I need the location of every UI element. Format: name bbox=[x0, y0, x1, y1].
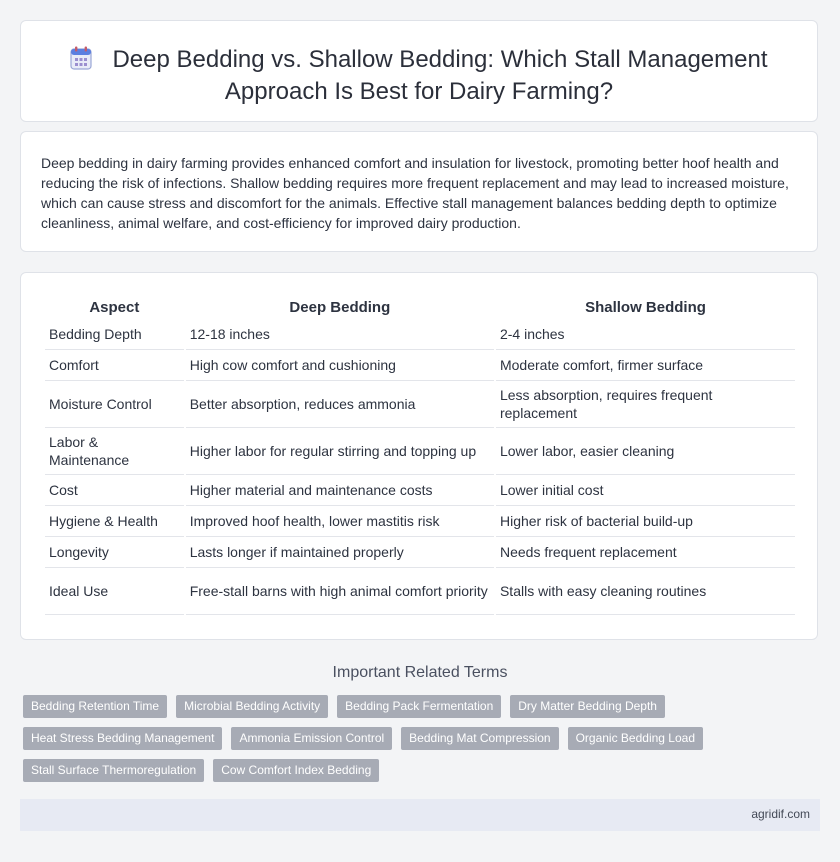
shallow-cell: Stalls with easy cleaning routines bbox=[496, 568, 795, 615]
page-title bbox=[21, 45, 817, 106]
shallow-cell: Lower labor, easier cleaning bbox=[496, 428, 795, 475]
header-shallow-bedding: Shallow Bedding bbox=[585, 299, 706, 316]
table-row bbox=[45, 319, 795, 350]
table-row bbox=[45, 537, 795, 568]
related-terms-tags bbox=[23, 695, 813, 791]
deep-cell: 12-18 inches bbox=[186, 319, 494, 350]
related-term-tag[interactable]: Stall Surface Thermoregulation bbox=[23, 759, 204, 782]
table-row bbox=[45, 568, 795, 615]
deep-cell: Free-stall barns with high animal comfort priority bbox=[186, 568, 494, 615]
table-row bbox=[45, 506, 795, 537]
title-line-2: Approach Is Best for Dairy Farming? bbox=[224, 78, 614, 105]
title-card bbox=[20, 20, 818, 122]
related-term-tag[interactable]: Bedding Pack Fermentation bbox=[337, 695, 501, 718]
footer-bar bbox=[20, 799, 820, 831]
related-term-tag[interactable]: Bedding Retention Time bbox=[23, 695, 167, 718]
deep-cell: Lasts longer if maintained properly bbox=[186, 537, 494, 568]
related-term-tag[interactable]: Organic Bedding Load bbox=[568, 727, 703, 750]
aspect-cell: Bedding Depth bbox=[45, 319, 184, 350]
deep-cell: Better absorption, reduces ammonia bbox=[186, 381, 494, 428]
related-term-tag[interactable]: Dry Matter Bedding Depth bbox=[510, 695, 665, 718]
shallow-cell: Needs frequent replacement bbox=[496, 537, 795, 568]
table-row bbox=[45, 381, 795, 428]
aspect-cell: Labor & Maintenance bbox=[45, 428, 184, 475]
table-row bbox=[45, 350, 795, 381]
deep-cell: Higher material and maintenance costs bbox=[186, 475, 494, 506]
table-row bbox=[45, 428, 795, 475]
intro-paragraph: Deep bedding in dairy farming provides enhanced comfort and insulation for livestock, promoting better hoof health and reducing the risk of infections. Shallow bedding requires more frequent replacement and may lead to increased moisture, which can cause stress and discomfort for the animals. Effective stall management balances bedding depth to optimize cleanliness, animal welfare, and cost-efficiency for improved dairy production. bbox=[41, 155, 789, 231]
table-row bbox=[45, 475, 795, 506]
deep-cell: Improved hoof health, lower mastitis risk bbox=[186, 506, 494, 537]
aspect-cell: Hygiene & Health bbox=[45, 506, 184, 537]
related-term-tag[interactable]: Ammonia Emission Control bbox=[231, 727, 392, 750]
intro-card bbox=[20, 131, 818, 252]
calendar-icon bbox=[70, 46, 92, 77]
deep-cell: High cow comfort and cushioning bbox=[186, 350, 494, 381]
deep-cell: Higher labor for regular stirring and topping up bbox=[186, 428, 494, 475]
shallow-cell: Moderate comfort, firmer surface bbox=[496, 350, 795, 381]
footer-site-link[interactable]: agridif.com bbox=[751, 807, 810, 821]
header-aspect: Aspect bbox=[89, 299, 140, 316]
related-term-tag[interactable]: Bedding Mat Compression bbox=[401, 727, 558, 750]
aspect-cell: Ideal Use bbox=[45, 568, 184, 615]
shallow-cell: Lower initial cost bbox=[496, 475, 795, 506]
title-line-1: Deep Bedding vs. Shallow Bedding: Which Stall Management bbox=[112, 46, 768, 73]
aspect-cell: Cost bbox=[45, 475, 184, 506]
comparison-table bbox=[43, 296, 797, 615]
aspect-cell: Moisture Control bbox=[45, 381, 184, 428]
related-terms-heading: Important Related Terms bbox=[332, 664, 508, 681]
shallow-cell: Higher risk of bacterial build-up bbox=[496, 506, 795, 537]
comparison-table-card bbox=[20, 272, 818, 640]
shallow-cell: 2-4 inches bbox=[496, 319, 795, 350]
related-term-tag[interactable]: Heat Stress Bedding Management bbox=[23, 727, 222, 750]
aspect-cell: Comfort bbox=[45, 350, 184, 381]
aspect-cell: Longevity bbox=[45, 537, 184, 568]
related-term-tag[interactable]: Microbial Bedding Activity bbox=[176, 695, 328, 718]
header-deep-bedding: Deep Bedding bbox=[289, 299, 391, 316]
shallow-cell: Less absorption, requires frequent replacement bbox=[496, 381, 795, 428]
related-term-tag[interactable]: Cow Comfort Index Bedding bbox=[213, 759, 379, 782]
table-header-row bbox=[45, 296, 795, 319]
